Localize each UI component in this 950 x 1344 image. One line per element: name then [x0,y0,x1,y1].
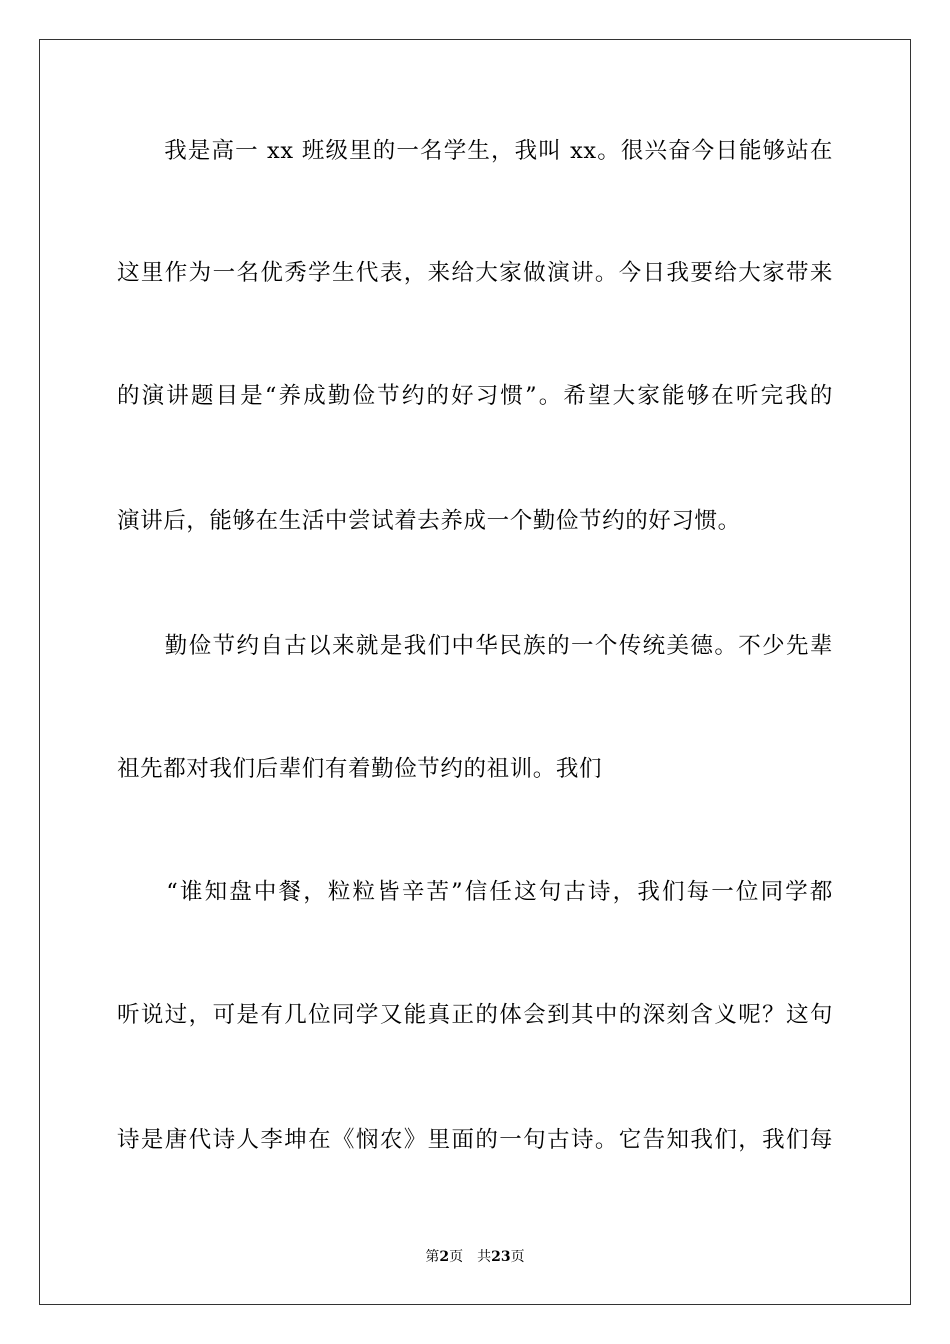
body-text-line: “谁知盘中餐，粒粒皆辛苦”信任这句古诗，我们每一位同学都 [117,879,833,905]
footer-page-unit: 页 共 [449,1249,492,1265]
body-text-line: 勤俭节约自古以来就是我们中华民族的一个传统美德。不少先辈 [117,633,833,659]
body-text-line: 演讲后，能够在生活中尝试着去养成一个勤俭节约的好习惯。 [117,508,741,534]
total-pages-number: 23 [491,1249,511,1265]
body-text-line: 诗是唐代诗人李坤在《悯农》里面的一句古诗。它告知我们，我们每 [117,1127,833,1153]
body-text-line: 的演讲题目是“养成勤俭节约的好习惯”。希望大家能够在听完我的 [117,383,833,409]
footer-suffix: 页 [510,1249,525,1265]
current-page-number: 2 [439,1249,450,1265]
body-text-line: 这里作为一名优秀学生代表，来给大家做演讲。今日我要给大家带来 [117,260,833,286]
footer-prefix: 第 [425,1249,440,1265]
body-text-line: 我是高一 xx 班级里的一名学生，我叫 xx。很兴奋今日能够站在 [117,138,833,164]
body-text-line: 祖先都对我们后辈们有着勤俭节约的祖训。我们 [117,756,603,782]
body-text-line: 听说过，可是有几位同学又能真正的体会到其中的深刻含义呢？这句 [117,1002,833,1028]
page-footer [0,1247,950,1267]
page-border [39,39,911,1305]
